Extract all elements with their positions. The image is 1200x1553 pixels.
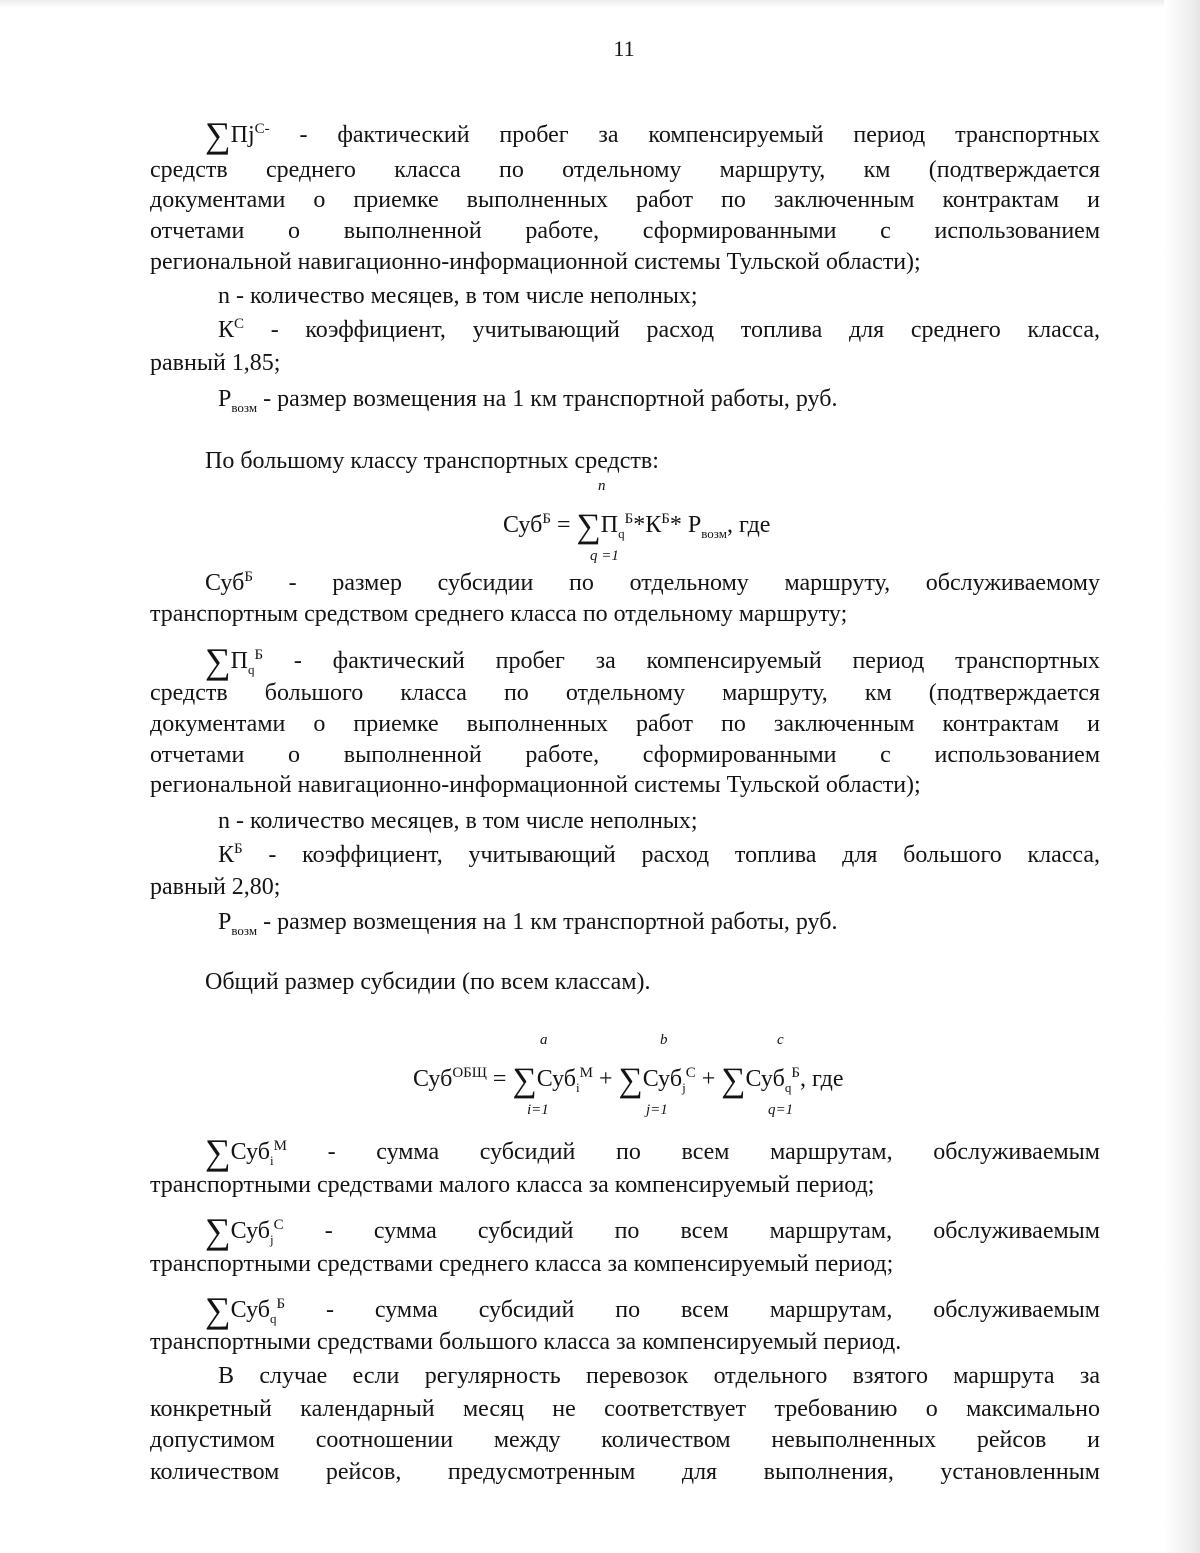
sum-symbol-sup: Б <box>276 1296 286 1312</box>
plus-sign: + <box>695 1066 722 1092</box>
block2-symbol-sup: Б <box>254 647 264 663</box>
n-definition-1: n - количество месяцев, в том числе неполных; <box>218 283 698 309</box>
sigma-symbol: ∑ <box>205 115 231 155</box>
block2-line-1 <box>205 641 1100 681</box>
block1-symbol: Пj <box>230 122 255 148</box>
sigma-symbol: ∑ <box>205 1211 231 1251</box>
n-definition-2: n - количество месяцев, в том числе неполных; <box>218 808 698 834</box>
sum-symbol-sub: j <box>269 1232 274 1247</box>
sum-definition-text: - сумма субсидий по всем маршрутам, обслуживаемым <box>285 1297 1100 1323</box>
sub-symbol-sup: Б <box>244 569 253 585</box>
formula-term-sub: q <box>618 526 625 541</box>
p-definition-text: - размер возмещения на 1 км транспортной работы, руб. <box>257 386 838 412</box>
k-symbol: К <box>218 317 235 343</box>
formula-total-upper-c: c <box>777 1032 784 1048</box>
formula-lhs-sup: ОБЩ <box>452 1065 487 1081</box>
sum-definition-text: - сумма субсидий по всем маршрутам, обслуживаемым <box>286 1139 1100 1165</box>
final-paragraph-line-4: количеством рейсов, предусмотренным для выполнения, установленным <box>150 1459 1100 1485</box>
k-definition-text: - коэффициент, учитывающий расход топлива для среднего класса, <box>244 317 1100 343</box>
formula-lhs-sup: Б <box>542 511 551 527</box>
sub-definition-line-2: транспортным средством среднего класса по отдельному маршруту; <box>150 601 848 627</box>
final-paragraph-line-3: допустимом соотношении между количеством невыполненных рейсов и <box>150 1427 1100 1453</box>
block2-text: - фактический пробег за компенсируемый период транспортных <box>263 648 1100 674</box>
block2-line-2: средств большого класса по отдельному маршруту, км (подтверждается <box>150 680 1100 706</box>
formula-term-1-sub: i <box>576 1080 580 1095</box>
formula-tail: , где <box>726 512 771 538</box>
sum-definition-text: - сумма субсидий по всем маршрутам, обслуживаемым <box>283 1218 1100 1244</box>
sigma-symbol: ∑ <box>512 1062 537 1099</box>
sum-definition-3-line-1 <box>205 1290 1100 1330</box>
sigma-symbol: ∑ <box>205 1290 231 1330</box>
sum-symbol-sub: q <box>269 1311 277 1326</box>
big-class-heading: По большому классу транспортных средств: <box>205 448 659 474</box>
k-definition-1 <box>218 315 1100 345</box>
block1-text: - фактический пробег за компенсируемый период транспортных <box>299 122 1101 148</box>
p-symbol: Р <box>218 909 232 935</box>
sigma-symbol: ∑ <box>721 1062 746 1099</box>
formula-total-upper-b: b <box>660 1032 668 1048</box>
sum-symbol-sup: М <box>273 1138 287 1154</box>
k-symbol-sup: С <box>234 316 245 332</box>
block2-symbol-sub: q <box>248 662 255 677</box>
sum-definition-1-line-1 <box>205 1132 1100 1172</box>
formula-big-upper-limit: n <box>598 478 606 494</box>
p-definition-2 <box>218 907 1100 937</box>
formula-tail: , где <box>799 1066 844 1092</box>
final-paragraph-line-1: В случае если регулярность перевозок отдельного взятого маршрута за <box>218 1363 1100 1389</box>
formula-total-upper-a: a <box>540 1032 548 1048</box>
formula-p-sub: возм <box>701 526 727 541</box>
sub-symbol: Суб <box>205 570 245 596</box>
formula-big-lower-limit: q =1 <box>590 548 619 564</box>
p-symbol: Р <box>218 386 232 412</box>
sum-symbol: Суб <box>230 1139 270 1165</box>
k-symbol-sup: Б <box>234 841 243 857</box>
sum-symbol: Суб <box>230 1218 270 1244</box>
block1-symbol-sup: С- <box>254 121 270 137</box>
formula-k-sup: Б <box>661 511 670 527</box>
formula-total-lower-q: q=1 <box>768 1102 794 1118</box>
sub-definition-text: - размер субсидии по отдельному маршруту, обслуживаемому <box>252 570 1100 596</box>
formula-big <box>503 508 771 545</box>
k-definition-2-line-2: равный 2,80; <box>150 874 281 900</box>
k-symbol: К <box>218 842 235 868</box>
formula-total-lower-j: j=1 <box>646 1102 668 1118</box>
formula-term-1-sup: М <box>579 1065 593 1081</box>
formula-total-lower-i: i=1 <box>527 1102 549 1118</box>
k-definition-text: - коэффициент, учитывающий расход топлива для большого класса, <box>242 842 1100 868</box>
scan-right-shadow <box>1164 0 1200 1553</box>
formula-term-2-sup: С <box>685 1065 696 1081</box>
sum-definition-2-line-2: транспортными средствами среднего класса за компенсируемый период; <box>150 1251 894 1277</box>
formula-p: * Р <box>669 512 702 538</box>
sigma-symbol: ∑ <box>576 508 601 545</box>
sigma-symbol: ∑ <box>205 1132 231 1172</box>
page-number: 11 <box>613 36 635 61</box>
block1-line-3: документами о приемке выполненных работ по заключенным контрактам и <box>150 187 1100 213</box>
p-symbol-sub: возм <box>231 923 258 938</box>
sub-definition-line-1 <box>205 568 1100 598</box>
sum-symbol-sub: i <box>269 1153 274 1168</box>
block2-line-4: отчетами о выполненной работе, сформированными с использованием <box>150 742 1100 768</box>
scan-top-shadow <box>0 0 1200 8</box>
sigma-symbol: ∑ <box>618 1062 643 1099</box>
equals-sign: = <box>486 1066 513 1092</box>
formula-term-3-sup: Б <box>791 1065 800 1081</box>
formula-term-3-sub: q <box>784 1080 792 1095</box>
sum-definition-2-line-1 <box>205 1211 1100 1251</box>
block2-symbol: П <box>230 648 249 674</box>
block2-line-3: документами о приемке выполненных работ по заключенным контрактам и <box>150 711 1100 737</box>
formula-term-2-sub: j <box>682 1080 686 1095</box>
sigma-symbol: ∑ <box>205 641 231 681</box>
k-definition-1-line-2: равный 1,85; <box>150 350 281 376</box>
sum-symbol: Суб <box>230 1297 270 1323</box>
sum-definition-1-line-2: транспортными средствами малого класса за компенсируемый период; <box>150 1172 875 1198</box>
block1-line-1 <box>205 115 1101 155</box>
formula-term-3: Суб <box>745 1066 785 1092</box>
sum-symbol-sup: С <box>273 1217 284 1233</box>
block2-line-5: региональной навигационно-информационной системы Тульской области); <box>150 772 921 798</box>
k-definition-2 <box>218 840 1100 870</box>
formula-term-sup: Б <box>624 511 634 527</box>
formula-lhs: Суб <box>413 1066 453 1092</box>
total-heading: Общий размер субсидии (по всем классам). <box>205 969 651 995</box>
block1-line-4: отчетами о выполненной работе, сформированными с использованием <box>150 218 1100 244</box>
sum-definition-3-line-2: транспортными средствами большого класса за компенсируемый период. <box>150 1329 902 1355</box>
p-definition-1 <box>218 384 1100 414</box>
block1-line-5: региональной навигационно-информационной системы Тульской области); <box>150 249 921 275</box>
formula-total <box>413 1062 844 1099</box>
p-symbol-sub: возм <box>231 400 258 415</box>
block1-line-2: средств среднего класса по отдельному маршруту, км (подтверждается <box>150 157 1100 183</box>
formula-term: П <box>600 512 619 538</box>
p-definition-text: - размер возмещения на 1 км транспортной работы, руб. <box>257 909 838 935</box>
plus-sign: + <box>592 1066 619 1092</box>
equals-sign: = <box>550 512 577 538</box>
formula-term-2: Суб <box>642 1066 683 1092</box>
formula-lhs: Суб <box>503 512 543 538</box>
formula-term-1: Суб <box>536 1066 576 1092</box>
formula-k: *К <box>633 512 662 538</box>
final-paragraph-line-2: конкретный календарный месяц не соответствует требованию о максимально <box>150 1396 1100 1422</box>
